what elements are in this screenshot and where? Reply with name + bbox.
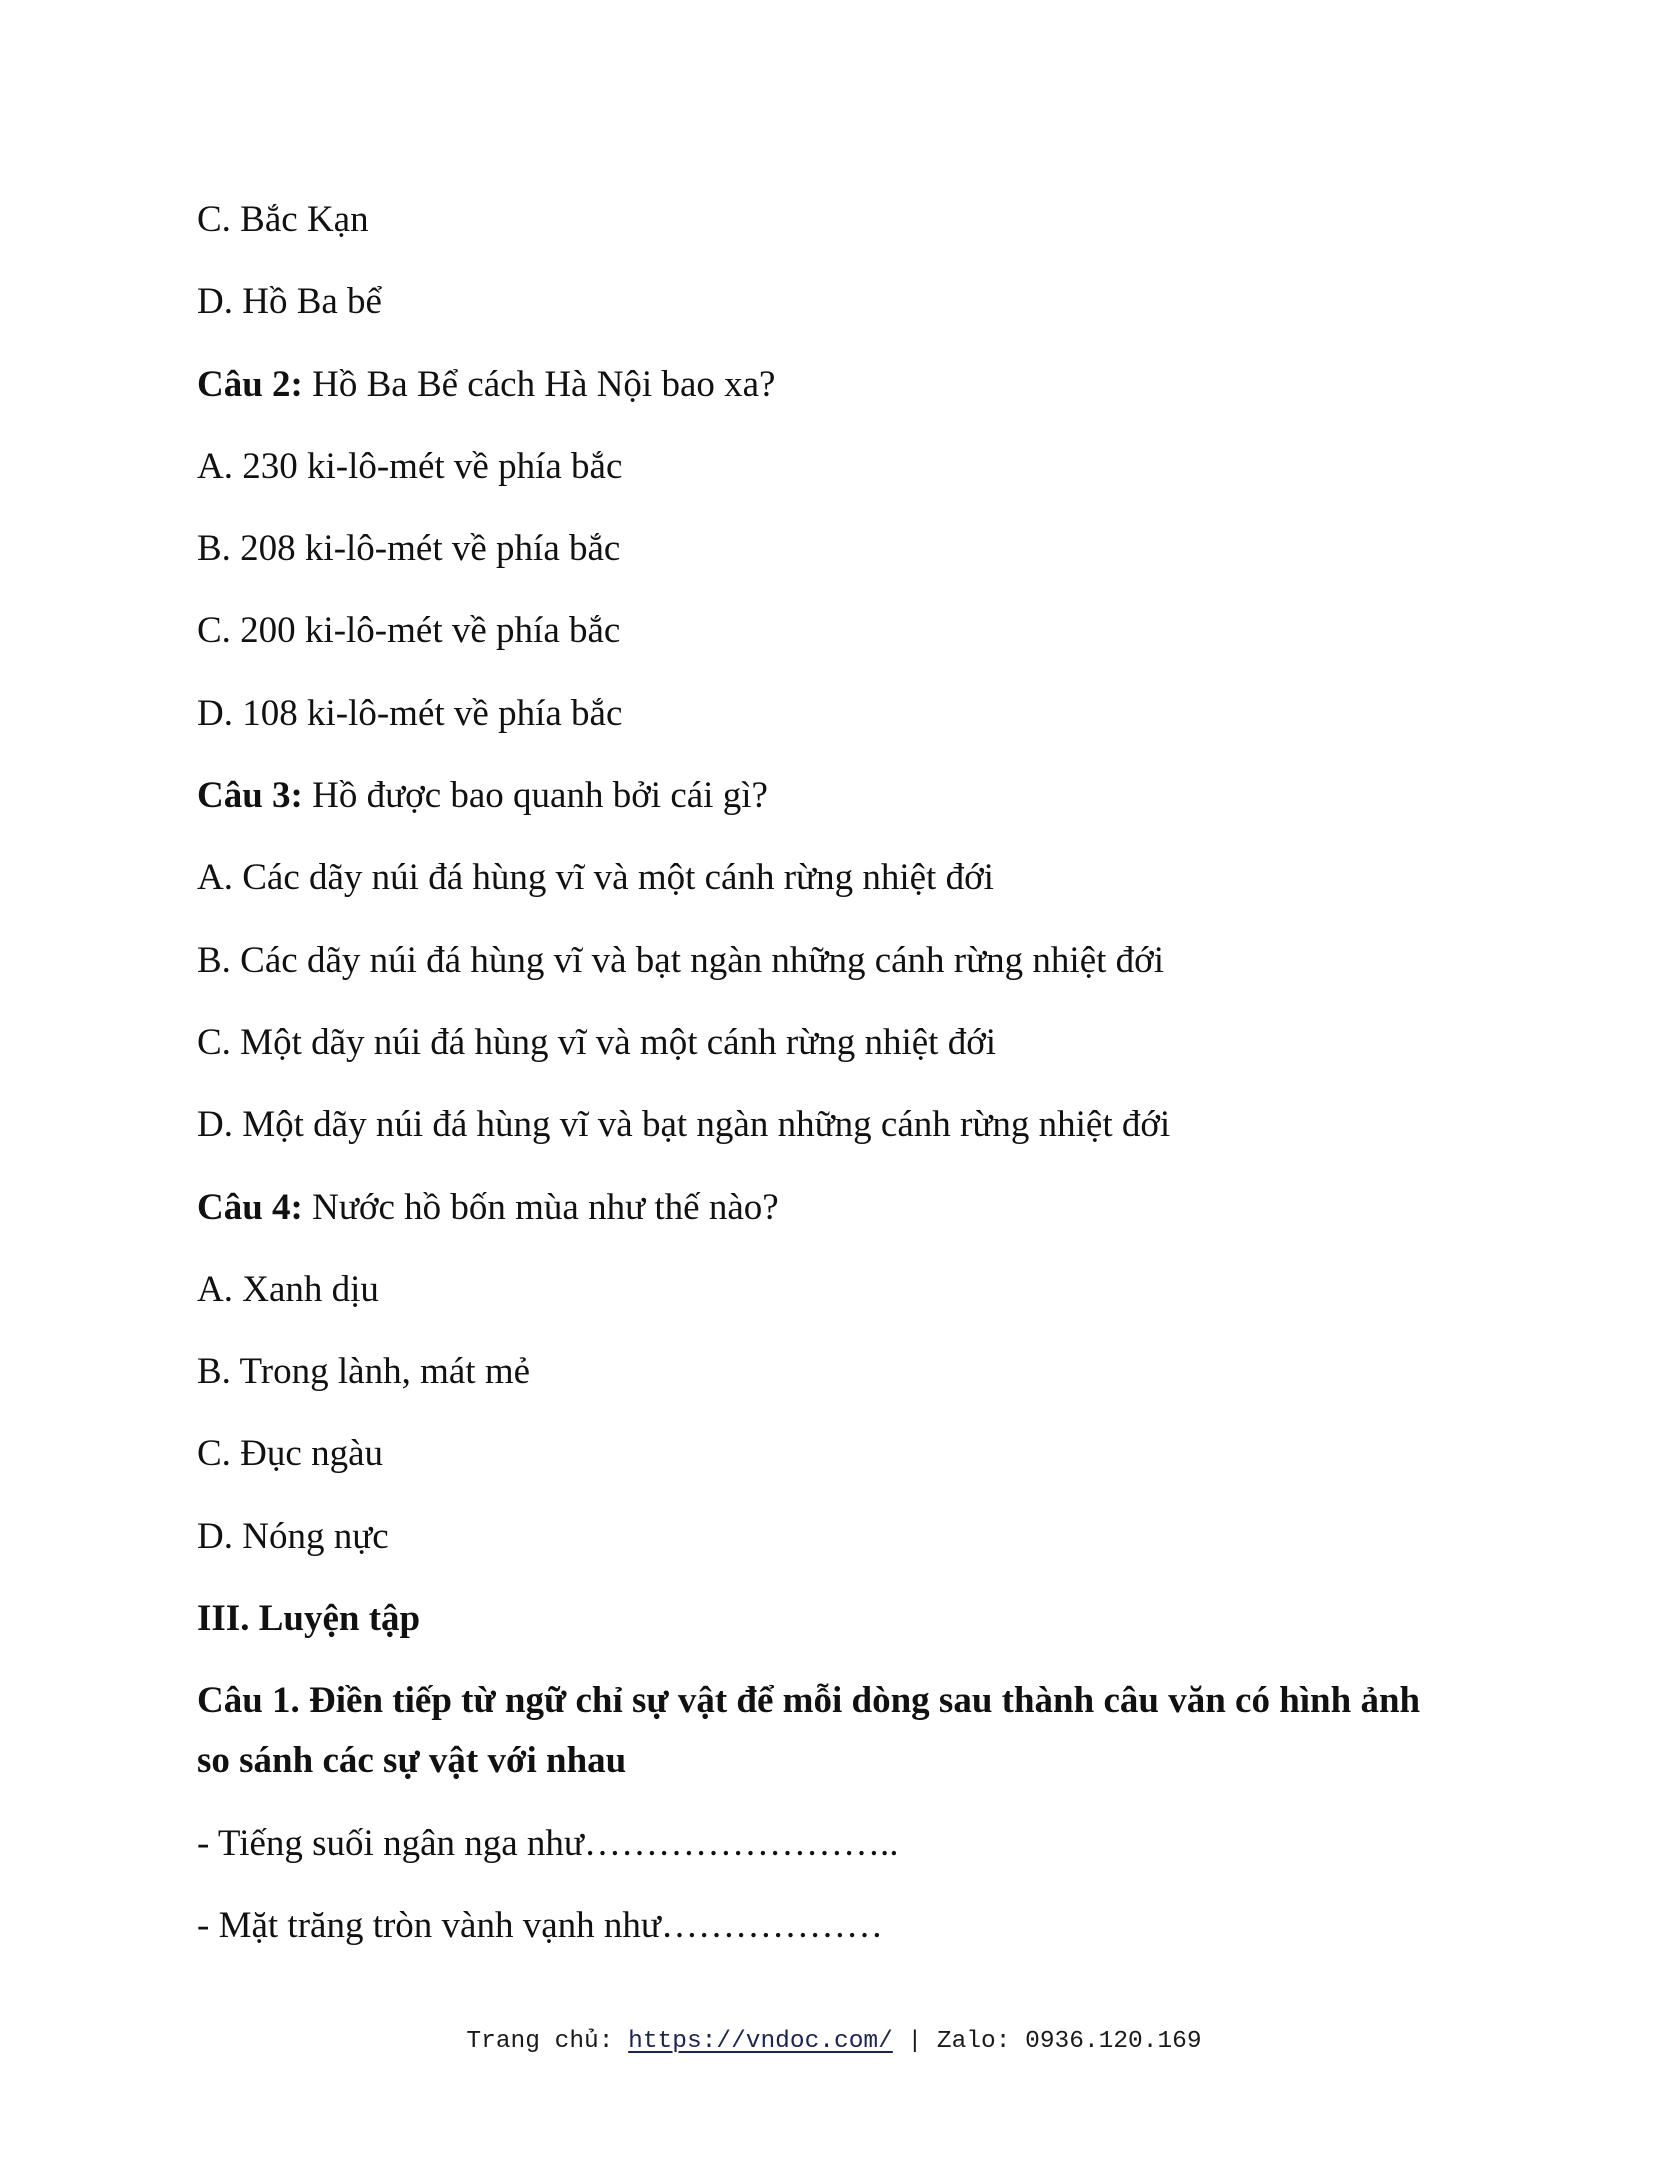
question-2-label: Câu 2:	[197, 363, 303, 405]
option-q4-a: A. Xanh dịu	[197, 1268, 379, 1310]
option-q3-d: D. Một dãy núi đá hùng vĩ và bạt ngàn những cánh rừng nhiệt đới	[197, 1104, 1171, 1146]
footer-zalo-label: Zalo:	[936, 2028, 1026, 2055]
option-q2-b: B. 208 ki-lô-mét về phía bắc	[197, 528, 621, 570]
option-q4-d: D. Nóng nực	[197, 1515, 389, 1557]
fill-blank-1: - Tiếng suối ngân nga như……………………..	[197, 1822, 899, 1864]
option-q1-d: D. Hồ Ba bể	[197, 281, 382, 323]
question-3	[197, 766, 1487, 826]
footer-separator: |	[892, 2028, 937, 2055]
question-2	[197, 355, 1487, 415]
option-q2-c: C. 200 ki-lô-mét về phía bắc	[197, 610, 621, 652]
question-2-text: Hồ Ba Bể cách Hà Nội bao xa?	[302, 363, 776, 405]
fill-blank-2: - Mặt trăng tròn vành vạnh như………………	[197, 1904, 883, 1946]
section-heading: III. Luyện tập	[197, 1598, 421, 1640]
footer-home-link[interactable]: https://vndoc.com/	[628, 2028, 893, 2055]
question-4	[197, 1178, 1487, 1238]
option-q4-c: C. Đục ngàu	[197, 1433, 383, 1475]
document-page	[197, 190, 1487, 1978]
footer-home-label: Trang chủ:	[466, 2028, 629, 2055]
question-3-text: Hồ được bao quanh bởi cái gì?	[302, 775, 768, 817]
exercise-1-instruction	[197, 1671, 1487, 1791]
question-4-text: Nước hồ bốn mùa như thế nào?	[302, 1186, 779, 1228]
question-3-label: Câu 3:	[197, 775, 303, 817]
option-q1-c: C. Bắc Kạn	[197, 199, 369, 240]
question-4-label: Câu 4:	[197, 1186, 303, 1228]
option-q2-a: A. 230 ki-lô-mét về phía bắc	[197, 445, 623, 487]
option-q2-d: D. 108 ki-lô-mét về phía bắc	[197, 692, 623, 734]
option-q3-b: B. Các dãy núi đá hùng vĩ và bạt ngàn những cánh rừng nhiệt đới	[197, 939, 1165, 981]
option-q3-a: A. Các dãy núi đá hùng vĩ và một cánh rừng nhiệt đới	[197, 857, 994, 899]
exercise-1-line-1: Câu 1. Điền tiếp từ ngữ chỉ sự vật để mỗi dòng sau thành câu văn có hình ảnh	[197, 1680, 1421, 1722]
option-q4-b: B. Trong lành, mát mẻ	[197, 1351, 531, 1393]
exercise-1-line-2: so sánh các sự vật với nhau	[197, 1740, 627, 1782]
page-footer	[0, 2024, 1668, 2060]
option-q3-c: C. Một dãy núi đá hùng vĩ và một cánh rừng nhiệt đới	[197, 1021, 997, 1063]
footer-zalo-number: 0936.120.169	[1025, 2028, 1202, 2055]
